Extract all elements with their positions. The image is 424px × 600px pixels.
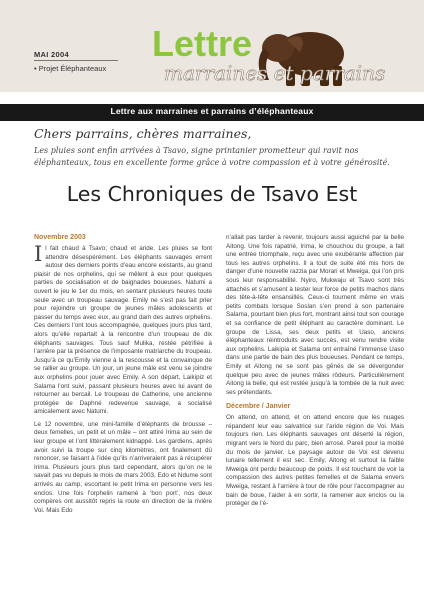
section-heading-november: Novembre 2003 bbox=[34, 234, 86, 241]
article-column-left bbox=[34, 234, 212, 519]
paragraph-december-1: On attend, on attend, et on attend encore que les nuages répandent leur eau salvatrice sur l’aride région de Voi. Mais toujours rien. Les éléphants sauvages ont déserté la région, migrant vers le Nord du parc, bien arrosé. Pareil pour la moitié du mois de janvier. Le paysage autour de Voi est devenu lunaire tellement il est sec. Emily, Aitong et surtout la faible Mweiga ont perdu beaucoup de poids. Il est touchant de voir la compassion des autres petites femelles et de Salama envers Mweiga, restant à l’arrière à tour de rôle pour l’accompagner au bain de boue, l’aider à en sortir, la ramener aux enclos ou la protéger de l’é- bbox=[226, 414, 404, 508]
article-title: Les Chroniques de Tsavo Est bbox=[66, 182, 358, 206]
intro-paragraph: Les pluies sont enfin arrivées à Tsavo, signe printanier prometteur qui ravit nos éléphanteaux, tous en excellente forme grâce à votre compassion et à votre générosité. bbox=[34, 146, 390, 168]
section-heading-december-january: Décembre / Janvier bbox=[226, 403, 291, 411]
issue-date: MAI 2004 bbox=[34, 50, 69, 59]
paragraph-november-2: Le 12 novembre, une mini-famille d’éléphants de brousse – deux femelles, un petit et un mâle – ont attiré Irima au sein de leur groupe et l’ont littéralement kidnappé. Les gardiens, après avoir suivi la troupe sur cinq kilomètres, ont finalement dû renoncer, se faisant à l’idée qu’ils n’arriveraient pas à récupérer Irima. Plusieurs jours plus tard cependant, alors qu’on ne le savait pas vu depuis le mois de mars 2003, Edo et Ndume sont arrivés au camp, escortant le petit Irima en personne vers les enclos. Une fois l’orphelin ramené à ‘bon port’, nos deux compères ont aussitôt repris la route en direction de la rivière Voi. Mais Edo bbox=[34, 420, 212, 514]
salutation: Chers parrains, chères marraines, bbox=[34, 126, 252, 141]
paragraph-november-1-text: l fait chaud à Tsavo; chaud et aride. Les pluies se font attendre désespérément. Les éléphants sauvages errent autour des derniers points d’eau encore existants, au grand plaisir de nos orphelins, qui se mêlent à eux pour quelques parties de socialisation et de baignades boueuses. Natumi a ouvert le jeu le 1er du mois, en sentant plusieurs heures toute seule avec un troupeau sauvage. Emily ne s’est pas fait prier pour rejoindre un groupe de jeunes mâles adolescents et passer du temps avec eux, au grand dam des autres orphelins. Ces derniers l’ont tous accompagnée, quelques jours plus tard, alors qu’elle repartait à la rencontre d’un troupeau de dix éléphants sauvages. Tous sauf Mulika, restée pétrifiée à l’arrière par la présence de l’imposante matriarche du troupeau. Jusqu’à ce qu’Emily vienne à la rescousse et la convainque de se rallier au groupe. Un jour, un jeune mâle est venu se joindre aux orphelins pour jouer avec Emily. A son départ, Laikipiz et Salama l’ont suivi, passant plusieurs heures avec lui avant de retourner au bercail. Le troupeau de Catherine, une ancienne protégée de Daphné redevenue sauvage, a socialisé amicalement avec Natumi. bbox=[34, 245, 212, 416]
project-label: • Projet Éléphanteaux bbox=[34, 64, 107, 73]
article-column-right bbox=[226, 234, 404, 513]
subtitle-text: Lettre aux marraines et parrains d’éléphanteaux bbox=[110, 106, 314, 116]
paragraph-november-1 bbox=[34, 242, 212, 417]
masthead bbox=[0, 0, 424, 92]
newsletter-logo bbox=[150, 16, 420, 88]
logo-word-lettre: Lettre bbox=[152, 23, 253, 64]
paragraph-november-3: n’allait pas tarder à revenir, toujours aussi aguiché par la belle Aitong. Une fois rapatrié, Irima, le chouchou du groupe, a fait une entrée triomphale, reçu avec une exubérante affection par tous les autres orphelins. Il a tout de suite été mis hors de danger d’une nouvelle razzia par Morari et Mweiga, qui l’on pris sous leur responsabilité. Nyiro, Mukwaju et Tsavo sont très attachés et s’amusent à tester leur force de petits machos dans des tête-à-tête ensansillés. Ceux-ci tournent même en vrais petits combats lorsque Soslan s’en prend à son partenaire Salama, pourtant bien plus fort, montrant ainsi tout son courage et sa confiance de petit éléphant au caractère dominant. Le groupe de Lissa, ses deux petits et Uaso, anciens éléphanteaux réintroduits avec succès, est venu rendre visite aux orphelins. Laikipia et Salama ont entraîné l’immense Uaso dans une partie de bain des plus boueuses. Pendant ce temps, Emily et Aitong ne se sont pas gênés de se dévergonder quelque peu avec de jeunes mâles rôdeurs. Particulièrement Aitong la belle, qui est restée jusqu’à la tombée de la nuit avec ses prétendants. bbox=[226, 234, 404, 396]
logo-word-marraines: marraines et parrains bbox=[164, 61, 386, 85]
header-divider bbox=[34, 60, 118, 61]
drop-cap: I bbox=[34, 242, 43, 266]
